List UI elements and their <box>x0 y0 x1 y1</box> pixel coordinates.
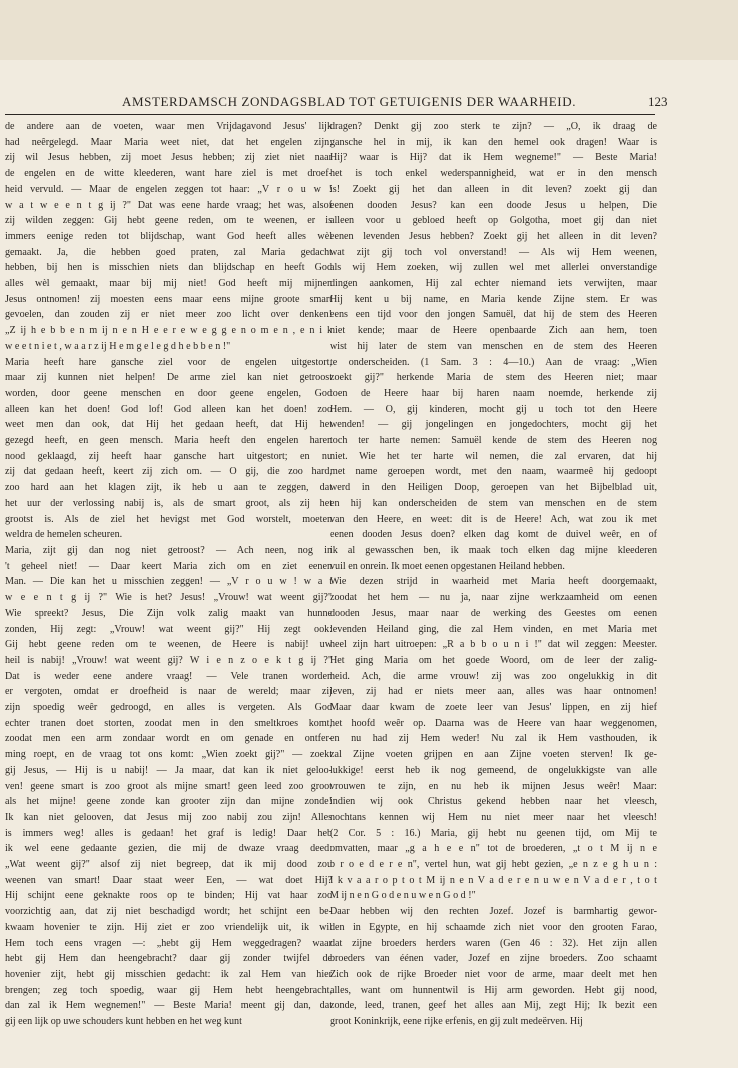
text-line: (2 Cor. 5 : 16.) Maria, gij hebt nu geenen tijd, om Mij te <box>330 827 657 839</box>
text-line: het is toch enkel wederspannigheid, wat er in den mensch <box>330 168 657 180</box>
text-line: „Z ij h e b b e n m ij n e n H e e r e w e g g e n o m e n , e n i k <box>5 325 332 337</box>
text-line: zoekt gij?" herkende Maria de stem des Heeren niet; maar <box>330 372 657 384</box>
text-line: Maria heeft hare gansche ziel voor de engelen uitgestort, <box>5 356 332 368</box>
text-line: zal Zijne voeten grijpen en aan Zijne voeten sterven! Ik ge- <box>330 749 657 761</box>
text-line: de andere aan de voeten, waar men Vrijdagavond Jesus' lijk <box>5 121 332 132</box>
text-line: heid vervuld. — Maar de engelen zeggen tot haar: „V r o u w ! <box>5 183 332 195</box>
text-line: de engelen en de witte kleederen, want hare ziel is met droef- <box>5 168 332 180</box>
text-line: Het ging Maria om het goede Woord, om de leer der zalig- <box>330 654 657 666</box>
text-line: dingen aankomen, Hij zal echter niemand iets verwijten, maar <box>330 278 657 290</box>
text-line: weenen van smart! Daar staat weer Een, — wat doet Hij? <box>5 874 332 886</box>
text-line: 't geheel niet! — Daar keert Maria zich om en ziet eenen <box>5 560 332 572</box>
text-line: is immers weg! alles is gedaan! het graf is ledig! Daar heb <box>5 827 332 839</box>
text-line: alleen kan het doen! God lof! God alleen kan het doen! zoo <box>5 403 332 415</box>
text-line: te onderscheiden. (1 Sam. 3 : 4—10.) Aan de vraag: „Wien <box>330 356 657 368</box>
text-line: indien wij ook Christus gekend hebben naar het vleesch, <box>330 796 657 808</box>
text-line: ik al gewasschen ben, ik maak toch elken dag mijne kleederen <box>330 544 657 556</box>
left-text-column <box>5 119 332 1030</box>
text-line: Jesus ontnomen! zij moesten eens maar eens mijne groote smart <box>5 293 332 305</box>
text-line: zonden, Hij zegt: „Vrouw! wat weent gij?" Hij zegt ook: <box>5 623 332 635</box>
text-line: vuil en onrein. Ik moet eenen opgestanen Heiland hebben. <box>330 560 565 572</box>
text-line: w a t w e e n t g ij ?" Dat was eene harde vraag; het was, alsof <box>5 199 332 211</box>
text-line: eenen dooden Jesus? kan een doode Jesus u helpen, Die <box>330 199 657 211</box>
text-line: ming roept, en de vraag tot ons komt: „Wien zoekt gij?" — zoekt <box>5 749 332 761</box>
text-line: Wie spreekt? Jesus, Die Zijn volk zalig maakt van hunne <box>5 607 332 619</box>
text-line: zij dat gedaan heeft, keert zij zich om. — O gij, die zoo hard, <box>5 466 332 478</box>
text-line: dan zal ik Hem wegnemen!" — Beste Maria! meent gij dan, dat <box>5 1000 332 1012</box>
text-line: gij een lijk op uwe schouders kunt hebben en het weg kunt <box>5 1016 242 1028</box>
publication-title: AMSTERDAMSCH ZONDAGSBLAD TOT GETUIGENIS DER WAARHEID. <box>122 94 577 109</box>
text-line: toch ter harte nemen: Samuël kende de stem des Heeren nog <box>330 435 657 447</box>
page-top-margin <box>0 0 738 60</box>
text-line: alles, want om hunnentwil is Hij arm geworden. Hebt gij nood, <box>330 984 657 996</box>
text-line: omvatten, maar „g a h e e n" tot de broederen, „t o t M ij n e <box>330 843 657 855</box>
text-line: Hij kent u bij name, en Maria kende Zijne stem. Er was <box>330 293 657 305</box>
text-line: eenen dooden Jesus doen? elken dag komt de duivel weêr, en of <box>330 529 657 541</box>
text-line: M ij n e n G o d e n u w e n G o d !" <box>330 890 476 902</box>
text-line: w e e t n i e t , w a a r z ij H e m g e l e g d h e b b e n !" <box>5 340 231 352</box>
text-line: niet. Wie het ter harte wil nemen, die zal ervaren, dat hij <box>330 450 657 462</box>
text-line: en nu had zij Hem weder! Nu zal ik Hem vasthouden, ik <box>330 733 657 745</box>
page-number: 123 <box>648 94 668 109</box>
text-line: dat zijne broeders herders waren (Gen 46 : 32). Het zijn allen <box>330 937 657 949</box>
text-line: nochtans kennen wij Hem nu niet meer naar het vleesch! <box>330 811 657 823</box>
text-line: broeders van éénen vader, Jozef en zijne broeders. Zoo schaamt <box>330 953 657 965</box>
text-line: grootst is. Als de ziel het hevigst met God worstelt, moeten <box>5 513 332 525</box>
text-line: zij wilden zeggen: Gij hebt geene reden, om te weenen, er is <box>5 215 332 227</box>
running-header <box>0 94 738 112</box>
text-line: Hij? waar is Hij? dat ik Hem wegneme!" — Beste Maria! <box>330 152 657 164</box>
text-line: dooden Jesus, maar naar de werking des Geestes om eenen <box>330 607 657 619</box>
text-line: er vergoten, omdat er droefheid is naar de wereld; maar zij <box>5 686 332 698</box>
text-line: zij wil Jesus hebben, zij moet Jesus hebben; zij ziet niet naar <box>5 152 332 164</box>
text-line: als wij Hem zoeken, wij zullen wel met allerlei onverstandige <box>330 262 657 274</box>
text-line: levenden Heiland ging, die zal Hem vinden, en met Maria met <box>330 623 657 635</box>
text-line: Hem toch eens vragen —: „hebt gij Hem weggedragen? waar <box>5 937 332 949</box>
text-line: alles wèl gemaakt, maar bij mij niet! God heeft mij mijnen <box>5 278 332 290</box>
right-text-column <box>330 119 657 1030</box>
text-line: gij Jesus, — Hij is u nabij! — Ja maar, dat kan ik niet geloo- <box>5 764 332 776</box>
header-rule <box>5 114 655 115</box>
text-line: zoo hard aan het klagen zijt, ik heb u aan te zeggen, dat <box>5 482 332 494</box>
text-line: is! Zoekt gij het dan alleen in dit leven? zoekt gij dan <box>330 183 657 195</box>
text-line: niet kende; maar de Heere openbaarde Zich aan hem, toen <box>330 325 657 337</box>
text-line: Dat is weder eene andere vraag! — Vele tranen worden <box>5 670 332 682</box>
text-line: gansche hel in mij, ik kan den hemel ook dragen! Waar is <box>330 136 657 148</box>
text-line: hovenier zijt, hebt gij misschien gedacht: ik zal Hem van hier <box>5 968 332 980</box>
text-line: kwaam hovenier te zijn. Hij ziet er zoo vriendelijk uit, ik wil <box>5 921 332 933</box>
text-line: van den Heere, en weet: dit is de Heere! Ach, wat zou ik met <box>330 513 657 525</box>
text-line: groot Koninkrijk, eene rijke erfenis, en gij zult medeërven. Hij <box>330 1016 583 1028</box>
text-line: had neêrgelegd. Maar Maria weet niet, dat het engelen zijn; <box>5 136 332 148</box>
text-line: maar zij kunnen niet helpen! De arme ziel kan niet getroost <box>5 372 332 384</box>
text-line: vrouwen te zijn, en nu heb ik mijnen Jesus weêr! Maar: <box>330 780 657 792</box>
text-line: echter tranen doet storten, zoodat men in den smeltkroes komt, <box>5 717 332 729</box>
text-line: eens een tijd voor den jongen Samuël, dat hij de stem des Heeren <box>330 309 657 321</box>
text-line: Hem. — O, gij kinderen, mocht gij u toch tot den Heere <box>330 403 657 415</box>
text-line: „Wat weent gij?" alsof zij niet begreep, dat ik mij dood zou <box>5 859 332 871</box>
text-line: immers eenige reden tot blijdschap, want God heeft alles wèl <box>5 230 332 242</box>
text-line: en hij kan onderscheiden de stem van menschen en de stem <box>330 497 657 509</box>
text-line: gemaakt. Ja, die hebben goed praten, zal Maria gedacht <box>5 246 332 258</box>
text-line: I k v a a r o p t o t M ij n e n V a d e r e n u w e n V a d e r , t o t <box>330 874 657 886</box>
text-line: Daar hebben wij den rechten Jozef. Jozef is barmhartig gewor- <box>330 906 657 918</box>
text-line: weldra de hemelen scheuren. <box>5 529 123 541</box>
text-line: hebben, bij hen is misschien niets dan blijdschap en heeft God <box>5 262 332 274</box>
text-line: het hoofd weêr op. Daarna was de Heere van haar weggenomen, <box>330 717 657 729</box>
text-line: Maria, zijt gij dan nog niet getroost? — Ach neen, nog in <box>5 544 332 556</box>
text-line: toen de Heere haar bij haren naam noemde, herkende zij <box>330 387 657 399</box>
text-line: zonde, leed, tranen, geef het alles aan Mij, zegt Hij; Ik bezit een <box>330 1000 657 1012</box>
text-line: leven, zij had er niets meer aan, alles was haar ontnomen! <box>330 686 657 698</box>
text-line: b r o e d e r e n", vertel hun, wat gij hebt gezien, „e n z e g h u n : <box>330 859 657 871</box>
text-line: als het mijne! geene zonde kan grooter zijn dan mijne zonde! <box>5 796 332 808</box>
text-line: heil is nabij! „Vrouw! wat weent gij? W i e n z o e k t g ij ?" <box>5 654 332 666</box>
text-line: Wie dezen strijd in waarheid met Maria heeft doorgemaakt, <box>330 576 657 588</box>
text-line: werd in den Heiligen Doop, geroepen van het Bijbelblad uit, <box>330 482 657 494</box>
text-line: worden, door geene menschen en door geene engelen, God <box>5 387 332 399</box>
text-line: Hij schijnt eene geknakte roos op te binden; Hij vat haar zoo <box>5 890 332 902</box>
text-line: dragen? Denkt gij zoo sterk te zijn? — „O, ik draag de <box>330 121 657 132</box>
text-line: heid. Ach, die arme vrouw! zij was zoo ongelukkig in dit <box>330 670 657 682</box>
text-line: Gij hebt geene reden om te weenen, de Heere is nabij! uw <box>5 639 332 651</box>
text-line: gezegd heeft, en geen mensch. Maria heeft den engelen haren <box>5 435 332 447</box>
text-line: Man. — Die kan het u misschien zeggen! — „V r o u w ! w a t <box>5 576 332 588</box>
text-line: met name geroepen wordt, met den naam, waarmeê hij gedoopt <box>330 466 657 478</box>
text-line: zijn spoedig weêr gedroogd, en alles is vergeten. Als God <box>5 702 332 714</box>
text-line: lukkige! eerst heb ik nog gemeend, de ongelukkigste van alle <box>330 764 657 776</box>
text-line: Ik kan niet gelooven, dat Jesus mij zoo nabij zou zijn! Alles <box>5 811 332 823</box>
text-line: hebt gij Hem dan heengebracht? daar gij zonder twijfel de <box>5 953 332 965</box>
text-line: Zich ook de rijke Broeder niet voor de arme, maar deelt met hen <box>330 968 657 980</box>
text-line: wenden! — gij jongelingen en jongedochters, mocht gij het <box>330 419 657 431</box>
text-line: gevoelen, dan zouden zij er niet meer zoo licht over denken! <box>5 309 332 321</box>
text-line: zoodat men een arm zondaar wordt en om genade en ontfer- <box>5 733 332 745</box>
text-line: wat zijt gij toch vol onverstand! — Als wij Hem weenen, <box>330 246 657 258</box>
text-line: zoodat het hem — nu ja, naar zijne werkzaamheid om eenen <box>330 592 657 604</box>
text-line: weet men dan ook, dat Hij het gedaan heeft, dat Hij het <box>5 419 332 431</box>
text-line: voorzichtig aan, dat zij niet beschadigd wordt; het schijnt een be- <box>5 906 332 918</box>
text-line: het uur der verlossing nabij is, als de smart groot, als zij het <box>5 497 332 509</box>
text-line: heel zijn hart uitroepen: „R a b b o u n i !" dat wil zeggen: Meester. <box>330 639 657 651</box>
text-line: eenen levenden Jesus hebben? Zoekt gij het alleen in dit leven? <box>330 230 657 242</box>
text-line: den in Egypte, en hij schaamde zich niet voor den grooten Farao, <box>330 921 657 933</box>
text-line: ik wel eene gedaante gezien, die mij de dwaze vraag deed: <box>5 843 332 855</box>
text-line: ven! geene smart is zoo groot als mijne smart! geen leed zoo groot <box>5 780 332 792</box>
text-line: wist hij later de stem van menschen en de stem des Heeren <box>330 340 657 352</box>
text-line: alleen voor u gebloed heeft op Golgotha, moet gij dan niet <box>330 215 657 227</box>
text-line: w e e n t g ij ?" Wie is het? Jesus! „Vrouw! wat weent gij?" <box>5 592 332 604</box>
text-line: nood geklaagd, zij heeft haar gansche hart uitgestort; en nu <box>5 450 332 462</box>
text-line: brengen; zeg toch spoedig, waar gij Hem hebt heengebracht, <box>5 984 332 996</box>
text-line: Maar daar kwam de zoete leer van Jesus' lippen, en zij hief <box>330 702 657 714</box>
